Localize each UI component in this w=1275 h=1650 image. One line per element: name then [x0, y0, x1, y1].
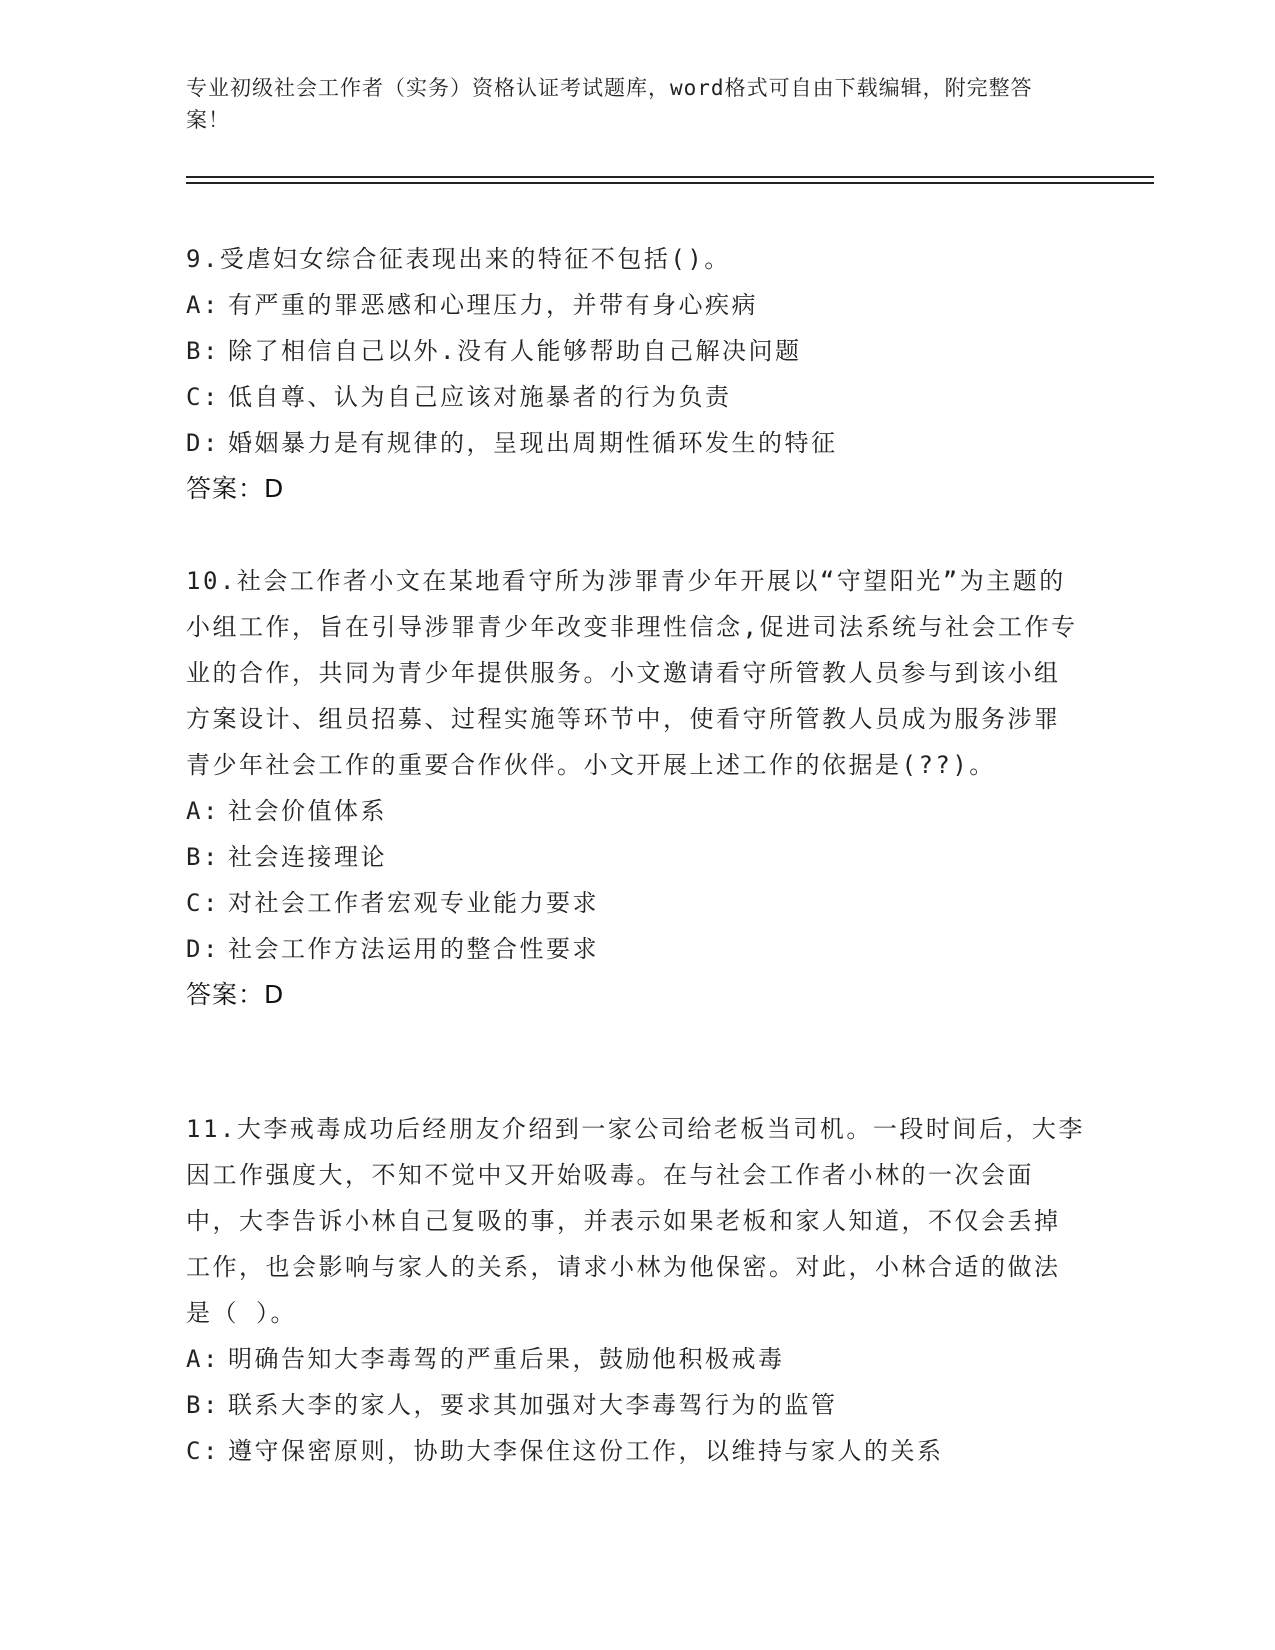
question-9	[186, 236, 1086, 512]
option-text: 社会连接理论	[228, 843, 387, 871]
option-b	[186, 834, 1086, 880]
header-divider-top	[186, 176, 1154, 178]
option-key: C:	[186, 383, 220, 411]
option-a	[186, 282, 1086, 328]
option-key: B:	[186, 337, 220, 365]
option-text: 婚姻暴力是有规律的，呈现出周期性循环发生的特征	[228, 429, 838, 457]
option-key: A:	[186, 797, 220, 825]
option-key: A:	[186, 1345, 220, 1373]
option-a	[186, 1336, 1086, 1382]
answer-label: 答案：D	[186, 474, 285, 503]
question-stem: 10.社会工作者小文在某地看守所为涉罪青少年开展以“守望阳光”为主题的小组工作，旨在引导涉罪青少年改变非理性信念,促进司法系统与社会工作专业的合作，共同为青少年提供服务。小文邀请看守所管教人员参与到该小组方案设计、组员招募、过程实施等环节中，使看守所管教人员成为服务涉罪青少年社会工作的重要合作伙伴。小文开展上述工作的依据是(??)。	[186, 567, 1078, 779]
question-10	[186, 558, 1086, 1018]
option-text: 社会工作方法运用的整合性要求	[228, 935, 599, 963]
option-c	[186, 1428, 1086, 1474]
option-c	[186, 880, 1086, 926]
option-d	[186, 420, 1086, 466]
option-key: C:	[186, 889, 220, 917]
option-key: B:	[186, 1391, 220, 1419]
document-header: 专业初级社会工作者（实务）资格认证考试题库，word格式可自由下载编辑，附完整答案！	[186, 76, 1033, 132]
option-b	[186, 1382, 1086, 1428]
question-stem: 9.受虐妇女综合征表现出来的特征不包括()。	[186, 245, 731, 273]
option-text: 低自尊、认为自己应该对施暴者的行为负责	[228, 383, 732, 411]
option-text: 社会价值体系	[228, 797, 387, 825]
option-a	[186, 788, 1086, 834]
option-key: D:	[186, 429, 220, 457]
option-text: 明确告知大李毒驾的严重后果，鼓励他积极戒毒	[228, 1345, 785, 1373]
option-text: 联系大李的家人，要求其加强对大李毒驾行为的监管	[228, 1391, 838, 1419]
header-divider-bottom	[186, 182, 1154, 184]
option-key: C:	[186, 1437, 220, 1465]
option-c	[186, 374, 1086, 420]
option-text: 除了相信自己以外.没有人能够帮助自己解决问题	[228, 337, 802, 365]
option-text: 有严重的罪恶感和心理压力，并带有身心疾病	[228, 291, 758, 319]
question-11	[186, 1106, 1086, 1474]
question-stem: 11.大李戒毒成功后经朋友介绍到一家公司给老板当司机。一段时间后，大李因工作强度大，不知不觉中又开始吸毒。在与社会工作者小林的一次会面中，大李告诉小林自己复吸的事，并表示如果老板和家人知道，不仅会丢掉工作，也会影响与家人的关系，请求小林为他保密。对此，小林合适的做法是（ ）。	[186, 1115, 1085, 1327]
option-b	[186, 328, 1086, 374]
option-key: D:	[186, 935, 220, 963]
option-text: 对社会工作者宏观专业能力要求	[228, 889, 599, 917]
option-text: 遵守保密原则，协助大李保住这份工作，以维持与家人的关系	[228, 1437, 944, 1465]
option-key: B:	[186, 843, 220, 871]
option-d	[186, 926, 1086, 972]
answer-label: 答案：D	[186, 980, 285, 1009]
option-key: A:	[186, 291, 220, 319]
